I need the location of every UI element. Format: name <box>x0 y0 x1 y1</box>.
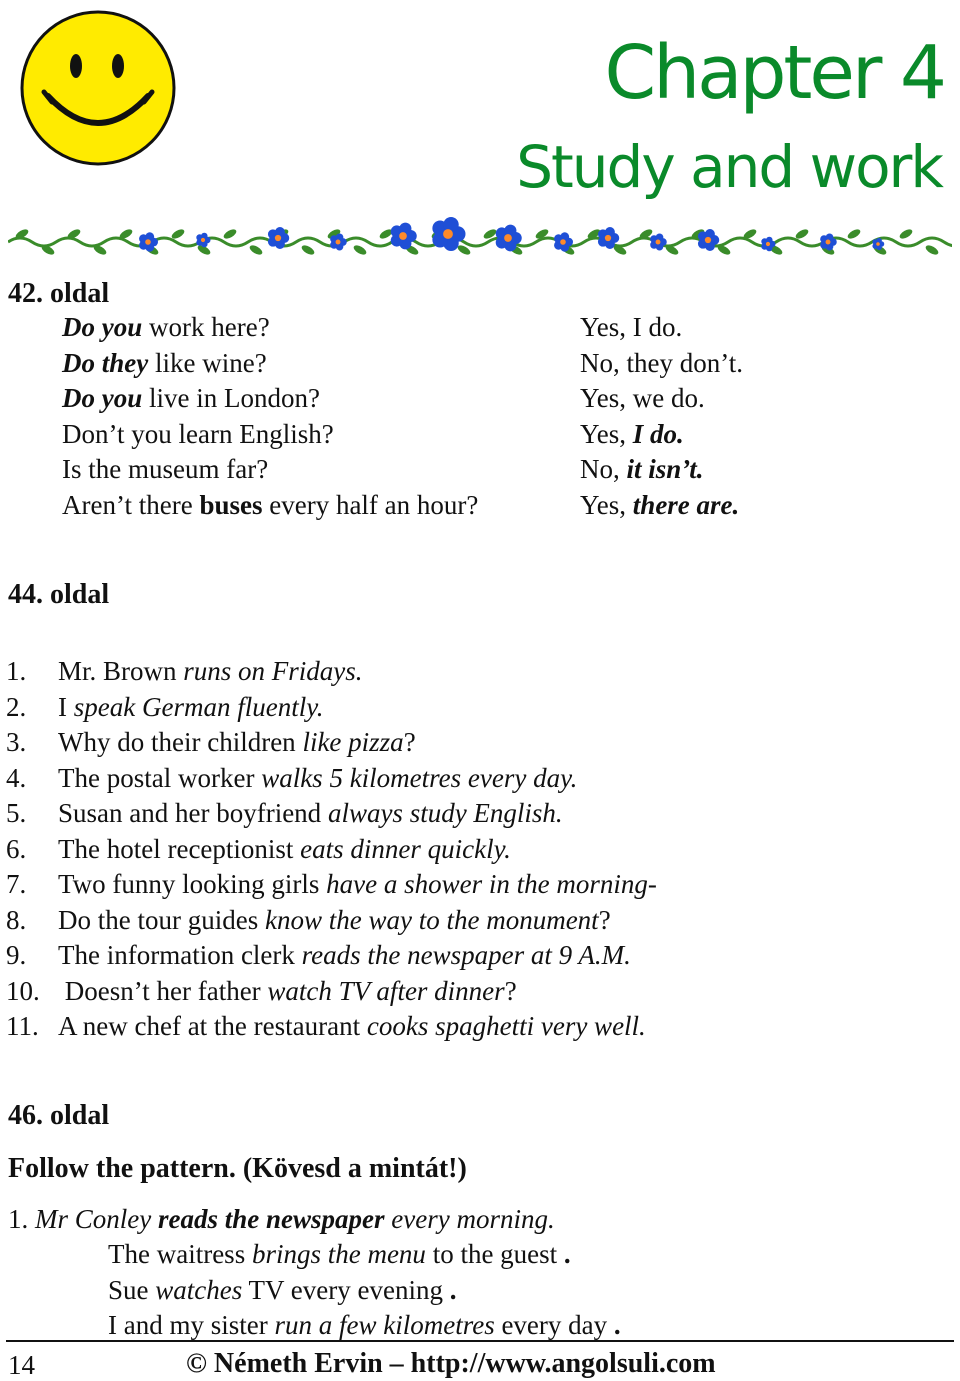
question-row <box>62 383 478 419</box>
list-item-number: 9. <box>6 940 27 970</box>
question-column <box>62 312 478 525</box>
answer-text: No, they don’t. <box>580 347 743 378</box>
flower-icon <box>698 229 719 251</box>
answer-row <box>580 490 743 526</box>
list-item <box>6 869 657 905</box>
section-heading-42: 42. oldal <box>8 278 110 309</box>
leaf-icon <box>248 243 264 256</box>
answer-row <box>580 454 743 490</box>
list-item-italic: know the way to the monument <box>264 904 599 935</box>
pattern-text: to the guest <box>425 1239 564 1269</box>
list-item-italic: reads the newspaper at 9 A.M. <box>301 940 631 970</box>
flower-icon <box>330 233 347 250</box>
question-keyword: buses <box>199 489 263 520</box>
pattern-text: I and my sister <box>108 1310 275 1340</box>
pattern-text: The waitress <box>108 1239 252 1269</box>
list-item <box>6 834 657 870</box>
list-item <box>6 763 657 799</box>
list-item-text: Susan and her boyfriend <box>58 798 328 828</box>
list-item-number: 7. <box>6 869 27 899</box>
list-item-italic: have a shower in the morning- <box>326 869 657 899</box>
answer-text: Yes, I do. <box>580 312 683 342</box>
list-item-number: 11. <box>6 1011 39 1041</box>
list-item <box>6 976 657 1012</box>
answer-row <box>580 312 743 348</box>
list-item-text: Why do their children <box>58 727 303 757</box>
flower-icon <box>650 233 667 250</box>
answer-emphasis <box>633 490 739 520</box>
question-row <box>62 419 478 455</box>
list-item <box>6 692 657 728</box>
example-verb: reads the newspaper <box>157 1204 385 1234</box>
pattern-line <box>108 1312 621 1339</box>
answer-text: Yes, we do. <box>580 383 705 413</box>
page-number: 14 <box>8 1350 35 1380</box>
leaf-icon <box>352 243 368 256</box>
list-item <box>6 905 657 941</box>
list-item-text: I <box>58 691 74 722</box>
flower-icon <box>196 233 210 248</box>
leaf-icon <box>924 243 940 256</box>
flower-garland-decoration <box>8 212 952 268</box>
question-text: Is the museum far? <box>62 454 269 484</box>
leaf-icon <box>222 227 238 240</box>
list-item-text: The postal worker <box>58 762 262 793</box>
pattern-end: . <box>613 1310 621 1340</box>
answer-column <box>580 312 743 525</box>
answer-text: Yes, <box>580 418 633 449</box>
pattern-italic: run a few kilometres <box>274 1310 495 1340</box>
question-emphasis <box>62 348 148 378</box>
answer-emphasis <box>633 419 684 449</box>
answer-row <box>580 383 743 419</box>
question-emphasis-text: Do they <box>62 347 149 378</box>
list-item-tail: ? <box>504 975 517 1006</box>
list-item <box>6 656 657 692</box>
list-item <box>6 940 657 976</box>
list-item-number: 6. <box>6 833 27 864</box>
answer-emphasis-text: I do. <box>632 418 684 449</box>
question-emphasis <box>62 312 142 342</box>
list-item-italic: watch TV after dinner <box>267 975 505 1006</box>
list-item-text: A new chef at the restaurant <box>58 1011 367 1041</box>
section-heading-44: 44. oldal <box>8 579 110 610</box>
question-row <box>62 348 478 384</box>
list-item-italic: speak German fluently. <box>73 691 324 722</box>
question-text: like wine? <box>148 347 267 378</box>
pattern-text: TV every evening <box>242 1274 450 1305</box>
answer-emphasis-text: it isn’t. <box>626 454 704 484</box>
list-item-text: The hotel receptionist <box>58 833 301 864</box>
answer-row <box>580 348 743 384</box>
leaf-icon <box>300 243 316 256</box>
footer-divider <box>6 1340 954 1342</box>
question-text: work here? <box>142 312 270 342</box>
flower-icon <box>391 223 417 250</box>
pattern-end: . <box>563 1239 571 1269</box>
chapter-title: Chapter 4 <box>604 30 944 116</box>
list-item-italic: like pizza <box>302 727 404 757</box>
pattern-text: every day <box>494 1310 614 1340</box>
pattern-text: Sue <box>108 1274 156 1305</box>
example-subject: Mr Conley <box>35 1204 152 1234</box>
answer-text: No, <box>580 454 627 484</box>
list-item-text: Do the tour guides <box>58 904 265 935</box>
question-text: Don’t you learn English? <box>62 418 334 449</box>
pattern-end: . <box>449 1274 457 1305</box>
exercise-instruction: Follow the pattern. (Kövesd a mintát!) <box>8 1153 467 1184</box>
list-item-number: 3. <box>6 727 27 757</box>
list-item-text: Two funny looking girls <box>58 869 327 899</box>
answer-row <box>580 419 743 455</box>
pattern-line <box>108 1274 457 1305</box>
list-item <box>6 798 657 834</box>
question-text: live in London? <box>142 383 320 413</box>
list-item-number: 1. <box>6 656 27 686</box>
list-item-number: 4. <box>6 762 27 793</box>
question-row <box>62 312 478 348</box>
list-item-text: Mr. Brown <box>58 656 184 686</box>
list-item-italic: always study English. <box>327 798 563 828</box>
example-sentence <box>8 1206 555 1233</box>
answer-emphasis <box>627 454 704 484</box>
answer-text: Yes, <box>580 489 633 520</box>
list-item-number: 2. <box>6 691 27 722</box>
question-emphasis <box>62 383 142 413</box>
list-item-number: 8. <box>6 904 27 935</box>
question-row <box>62 490 478 526</box>
leaf-icon <box>898 227 914 240</box>
list-item <box>6 727 657 763</box>
question-emphasis-text: Do you <box>62 383 143 413</box>
leaf-icon <box>846 227 862 240</box>
chapter-subtitle: Study and work <box>516 133 942 201</box>
list-item-number: 5. <box>6 798 27 828</box>
pattern-italic: watches <box>155 1274 243 1305</box>
list-item-tail: ? <box>403 727 416 757</box>
flower-icon <box>820 233 837 250</box>
list-item <box>6 1011 657 1047</box>
smiley-face-icon <box>18 8 178 168</box>
question-row <box>62 454 478 490</box>
list-item-text: Doesn’t her father <box>58 975 268 1006</box>
pattern-italic: brings the menu <box>251 1239 426 1269</box>
footer-credit: © Németh Ervin – http://www.angolsuli.com <box>186 1348 716 1379</box>
list-item-tail: ? <box>598 904 611 935</box>
list-item-italic: walks 5 kilometres every day. <box>261 762 578 793</box>
question-text: Aren’t there <box>62 489 200 520</box>
list-item-italic: cooks spaghetti very well. <box>366 1011 646 1041</box>
pattern-line <box>108 1241 571 1268</box>
question-emphasis-text: Do you <box>62 312 143 342</box>
example-number: 1. <box>8 1204 29 1234</box>
section-heading-46: 46. oldal <box>8 1100 110 1131</box>
answer-emphasis-text: there are. <box>632 489 740 520</box>
list-item-number: 10. <box>6 975 40 1006</box>
question-text: every half an hour? <box>262 489 479 520</box>
list-item-italic: runs on Fridays. <box>183 656 363 686</box>
list-item-italic: eats dinner quickly. <box>300 833 511 864</box>
example-time: every morning. <box>391 1204 555 1234</box>
list-item-text: The information clerk <box>58 940 302 970</box>
sentence-list <box>6 656 657 1047</box>
